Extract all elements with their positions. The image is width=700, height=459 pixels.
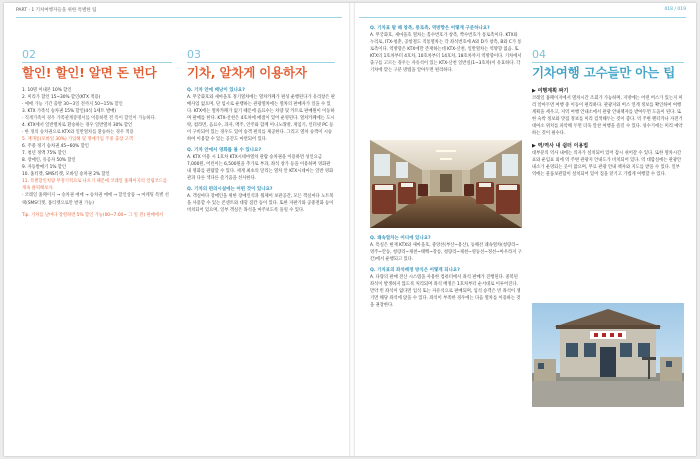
subsection-text: 대부분의 역사 내에는 의자가 설치되어 있어 잠시 쉬어갈 수 있다. 또한 열차시간표와 운임표 외에 역 주변 관광지 안내도가 비치되어 있다. 역 대합실에는 관광안내소가 운영되는 곳이 많으며, 무료 관광 안내 책자와 지도를 받을 수 있다. 일부 역에는 물품보관함이 설치되어 있어 짐을 맡기고 가볍게 여행할 수 있다. bbox=[532, 151, 682, 178]
header-rule-left bbox=[16, 17, 342, 18]
question-heading: Q. 기차표의 좌석배정 방식은 어떻게 되나요? bbox=[370, 268, 460, 274]
discount-list-item: 9. 자동발매기 1% 할인 bbox=[22, 165, 67, 171]
section-number: 02 bbox=[22, 49, 172, 63]
discount-list-item: 10. 홈티켓, SMS티켓, 모바일 승차권 2% 할인 bbox=[22, 172, 110, 178]
answer-text: A. 객실마다 장애인을 위한 장애인석과 휠체어 보관공간, 모든 객실마다 노트북을 사용할 수 있는 콘센트와 대형 짐칸 등이 있다. 또한 자판기와 공중전화 등이 비치되어 있으며, 일부 객실은 좌석을 마주보도록 돌릴 수 있다. bbox=[187, 194, 334, 214]
question-heading: Q. 기차표 탈 때 창측, 통로측, 역방향은 어떻게 구분하나요? bbox=[370, 26, 490, 31]
section-number: 04 bbox=[532, 49, 684, 63]
subsection-heading: ▶ 여행계획 짜기 bbox=[532, 87, 569, 94]
running-head-right: 018 / 019 bbox=[664, 7, 686, 12]
discount-column bbox=[22, 49, 172, 219]
discount-list-item: 11. 특별할인치량 무정기적으로 나오기 때문에 코레일 홈페이지의 알림코드를 계속 클릭해보자. bbox=[22, 179, 168, 192]
discount-list-item: 7. 청년 정액 75% 할인 bbox=[22, 151, 67, 157]
section-title: 기차, 알차게 이용하자 bbox=[187, 65, 307, 80]
section-title: 기차여행 고수들만 아는 팁 bbox=[532, 65, 676, 80]
seat-info-column-top bbox=[370, 25, 522, 74]
train-station-photo bbox=[532, 303, 684, 407]
train-interior-photo bbox=[370, 140, 522, 228]
question-heading: Q. 쾌속열차는 어디에 있나요? bbox=[370, 236, 431, 241]
discount-list-item: 8. 장애인, 유공자 50% 할인 bbox=[22, 158, 76, 164]
discount-list-item: · 직계가족이 경우 가족관계증명서를 이용하면 전 특이 할인이 가능하다. bbox=[22, 115, 157, 121]
seat-info-column-bottom bbox=[370, 235, 522, 309]
page-gutter bbox=[349, 3, 355, 456]
discount-list-item: 5. 재개통(모바일 30%) 가입해 및 명예가입 주중 출장 고객 bbox=[22, 137, 133, 143]
subsection-text: 코레일 홈페이지에서 열차시간 조회가 가능하며, 지방에는 어떤 버스가 있는지 미리 알아두면 여행 중 이동이 편리하다. 관광지와 버스 연계 정보를 확인하여 여행 계획을 세우고, 지역 여행 안내소에서 관광 안내책자를 받아두면 도움이 된다. 또한 숙박 정보와 맛집 정보를 미리 검색해두는 것이 좋다. 역 주변 렌터카나 자전거 대여소 위치를 파악해 두면 더욱 알찬 여행을 즐길 수 있다. 성수기에는 미리 예약하는 것이 필수다. bbox=[532, 95, 683, 136]
discount-list bbox=[22, 87, 172, 207]
magazine-spread bbox=[4, 3, 696, 456]
answer-text: A. 특실은 현재 KTX와 새마을호, 중앙선(부산~용산), 동해선 쾌속열차(청량리~영주~안동, 청량리~제천~태백~강릉, 청량리~제천~영동선~정선~아우라지 구간)에서 운행되고 있다. bbox=[370, 243, 522, 263]
answer-text: A. KTX 이용 시 1호차 KTX시네마열차 관람 승차권을 이용하면 성인요금 7,000원, 어린이는 6,500원을 추가로 부과, 좌석 창가 등을 이용하며 영화관 내 영화를 관람할 수 있다. 세계 최초의 달리는 열차 안 KTX시네마는 일반 영화관과 다른 색다른 즐거움을 선사한다. bbox=[187, 155, 334, 182]
section-number: 03 bbox=[187, 49, 335, 63]
discount-list-item: 1. 10명 이내본 10% 할인 bbox=[22, 87, 72, 93]
tips-column bbox=[532, 49, 684, 178]
question-heading: Q. 기차 안에 배낭이 있나요? bbox=[187, 87, 245, 93]
answer-text: A. 무궁화호와 새마을호 정기열차에는 열차카페가 편성 운행된다가 유리창은 판매사업 없으며, 단 임시로 운행하는 관광열차에는 열차의 판매자가 일을 수 있다. KTX에는 열차카페가 없기 때문에 음료수는 차량 및 카트로 판매원이 이동하며 판매를 한다. KTX-산천은 4호차에 매점이 있어 운영된다. 열차카페에는 도시락, 컵라면, 음료수, 과자, 맥주, 안주와 함께 미니노래방, 게임기, 인터넷 PC 등이 구비되어 있는 경우도 있어 승객 편의를 제공한다. 그리고 열차 승객이 시승하여 이용할 수 있는 공간도 마련되어 있다. bbox=[187, 94, 335, 143]
subsection-heading: ▶ 역/역사 내 쉼터 이용법 bbox=[532, 143, 589, 150]
train-use-column bbox=[187, 49, 335, 214]
discount-list-item: 2. 미리가 할인 15~30% 할인(KTX 적용) bbox=[22, 94, 101, 100]
question-heading: Q. 기차의 편의시설에는 어떤 것이 있나요? bbox=[187, 187, 273, 193]
running-head-left: PART · 1 기차여행자들을 위한 특별한 팁 bbox=[16, 8, 97, 13]
discount-list-item: · 예매 가능 기간 출발 30~3일 전까지 50~15% 할인 bbox=[22, 101, 123, 107]
discount-list-item: 4. KTX에서 일반열차로 환승하는 경우 일반열차 30% 할인 bbox=[22, 122, 133, 128]
discount-list-item: 3. KTX 가족석 승차권 15% 할인(4석 1세트 발매) bbox=[22, 108, 117, 114]
question-heading: Q. 기차 안에서 영화를 볼 수 있나요? bbox=[187, 148, 262, 154]
discount-list-item: · 코레일 홈페이지 → 승차권 예매 → 승차권 예매 → 할인상품 → 마케팅 특별 선택(SMS티켓, 홈티켓으로만 발권 가능) bbox=[22, 193, 169, 206]
discount-list-item: 6. 주중 정기 승차권 45~60% 할인 bbox=[22, 144, 89, 150]
section-title: 할인! 할인! 알면 돈 번다 bbox=[22, 65, 157, 80]
discount-list-item: · 한 정의 승차권으로 KTX와 일반열차를 환승하는 경우 적용 bbox=[22, 130, 134, 136]
answer-text: A. 다량의 판매 전산 시스템을 사용한 컴퓨터에서 좌석 판매가 진행된다. 중복된 좌석이 발생하지 않도록 처리되며 좌석 배정은 1호차부터 순서대로 이루어진다. 만약 빈 좌석이 없다면 입석 또는 자유석으로 판매되며, 입석 승객은 빈 좌석이 생기면 해당 좌석에 앉을 수 있다. 좌석이 부족한 경우에는 다음 열차를 이용하는 것을 권장한다. bbox=[370, 275, 521, 309]
answer-text: A. 무궁화호, 새마을호 열차는 홀수번호가 창측, 짝수번호가 통로측이다. KTX와 누리로, ITX-청춘, 공항철도 직통열차는 각 좌석번호에 A와 D가 창측, B와 C가 통로측이다. 역방향은 KTX에만 존재하는데 KTX-산천, 일반열차는 역방향 없음. 또 KTX의 1호차부터 4호차, 10호차부터 14호차, 18호차까지 역방향이다. 기차에서 출구를 고르는 경우는 자유석이 있는 KTX-산천 일반실(1~3호차)이 유효하다. 각 기차에 맞는 구분 방법을 알아두면 편리하다. bbox=[370, 33, 522, 74]
header-rule-right bbox=[359, 17, 686, 18]
tip-note: Tip. 기차를 날마다 장렬하면 5% 할인 가능(00~7:00~ 그 일 전) 판매에서 bbox=[22, 212, 164, 218]
